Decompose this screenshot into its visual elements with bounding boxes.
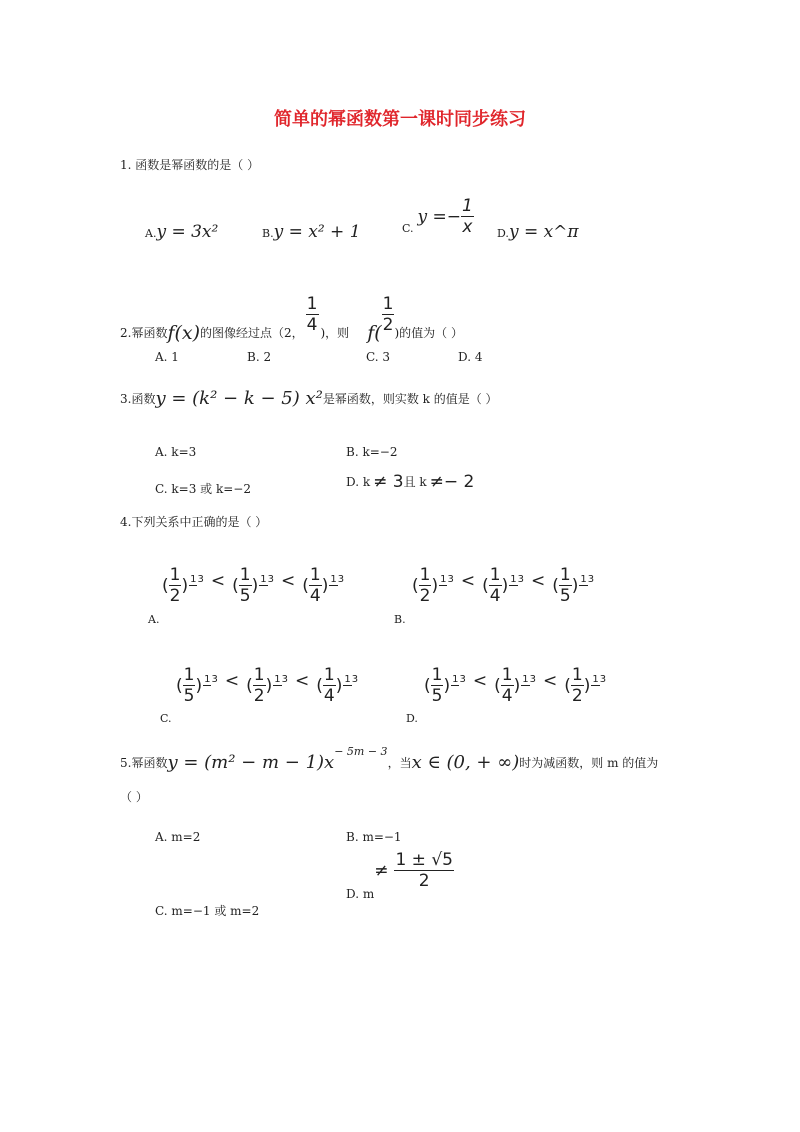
q4-option-c-label: C. xyxy=(160,712,172,725)
q4-option-b-expr: ( $\frac{1}{2}$ ) 13 < ( $\frac{1}{4}$ ) 13 < ( $\frac{1}{5}$ ) 13 xyxy=(412,565,595,606)
q1-option-b: B.y = x² + 1 xyxy=(262,222,361,242)
q5-blank: （ ） xyxy=(120,790,148,804)
q2-option-a: A. 1 xyxy=(155,350,179,364)
q1-option-c: C. y =− $\frac{1}{x}$ xyxy=(402,196,473,237)
q2-option-b: B. 2 xyxy=(247,350,272,364)
q3-option-b: B. k=−2 xyxy=(346,445,398,459)
q2-option-d: D. 4 xyxy=(458,350,483,364)
q5-option-c: C. m=−1 或 m=2 xyxy=(155,904,260,918)
q1-stem: 1. 函数是幂函数的是（ ） xyxy=(120,158,260,172)
q2-option-c: C. 3 xyxy=(366,350,391,364)
q3-option-a: A. k=3 xyxy=(155,445,197,459)
q5-option-d: D. m ≠ $\frac{1 \pm √5}{2}$ xyxy=(346,850,453,901)
q4-option-a-expr: ( $\frac{1}{2}$ ) 13 < ( $\frac{1}{5}$ ) 13 < ( $\frac{1}{4}$ ) 13 xyxy=(162,565,345,606)
q4-option-d-label: D. xyxy=(406,712,418,725)
q3-option-d: D. k ≠ 3 且 k ≠− 2 xyxy=(346,472,475,492)
q4-option-b-label: B. xyxy=(394,613,406,626)
q5-option-a: A. m=2 xyxy=(155,830,201,844)
q4-option-c-expr: ( $\frac{1}{5}$ ) 13 < ( $\frac{1}{2}$ ) 13 < ( $\frac{1}{4}$ ) 13 xyxy=(176,665,359,706)
q5-option-b: B. m=−1 xyxy=(346,830,402,844)
q5-stem: 5.幂函数 y = (m² − m − 1)x − 5m − 3 ，当 x ∈ (0, + ∞) 时为减函数，则 m 的值为 xyxy=(120,745,659,773)
q4-option-a-label: A. xyxy=(148,613,160,626)
page-title: 简单的幂函数第一课时同步练习 xyxy=(274,109,526,130)
q1-option-d: D.y = x^π xyxy=(497,222,579,242)
q2-stem: 2.幂函数 f(x) 的图像经过点（2， $\frac{1}{4}$ )，则 f( $\frac{1}{2}$ )的值为（ ） xyxy=(120,294,463,344)
q1-option-a: A.y = 3x² xyxy=(145,222,219,242)
q4-option-d-expr: ( $\frac{1}{5}$ ) 13 < ( $\frac{1}{4}$ ) 13 < ( $\frac{1}{2}$ ) 13 xyxy=(424,665,607,706)
q3-option-c: C. k=3 或 k=−2 xyxy=(155,482,251,496)
q3-stem: 3.函数 y = (k² − k − 5) x² 是幂函数，则实数 k 的值是（ ） xyxy=(120,388,498,409)
q4-stem: 4.下列关系中正确的是（ ） xyxy=(120,515,268,529)
